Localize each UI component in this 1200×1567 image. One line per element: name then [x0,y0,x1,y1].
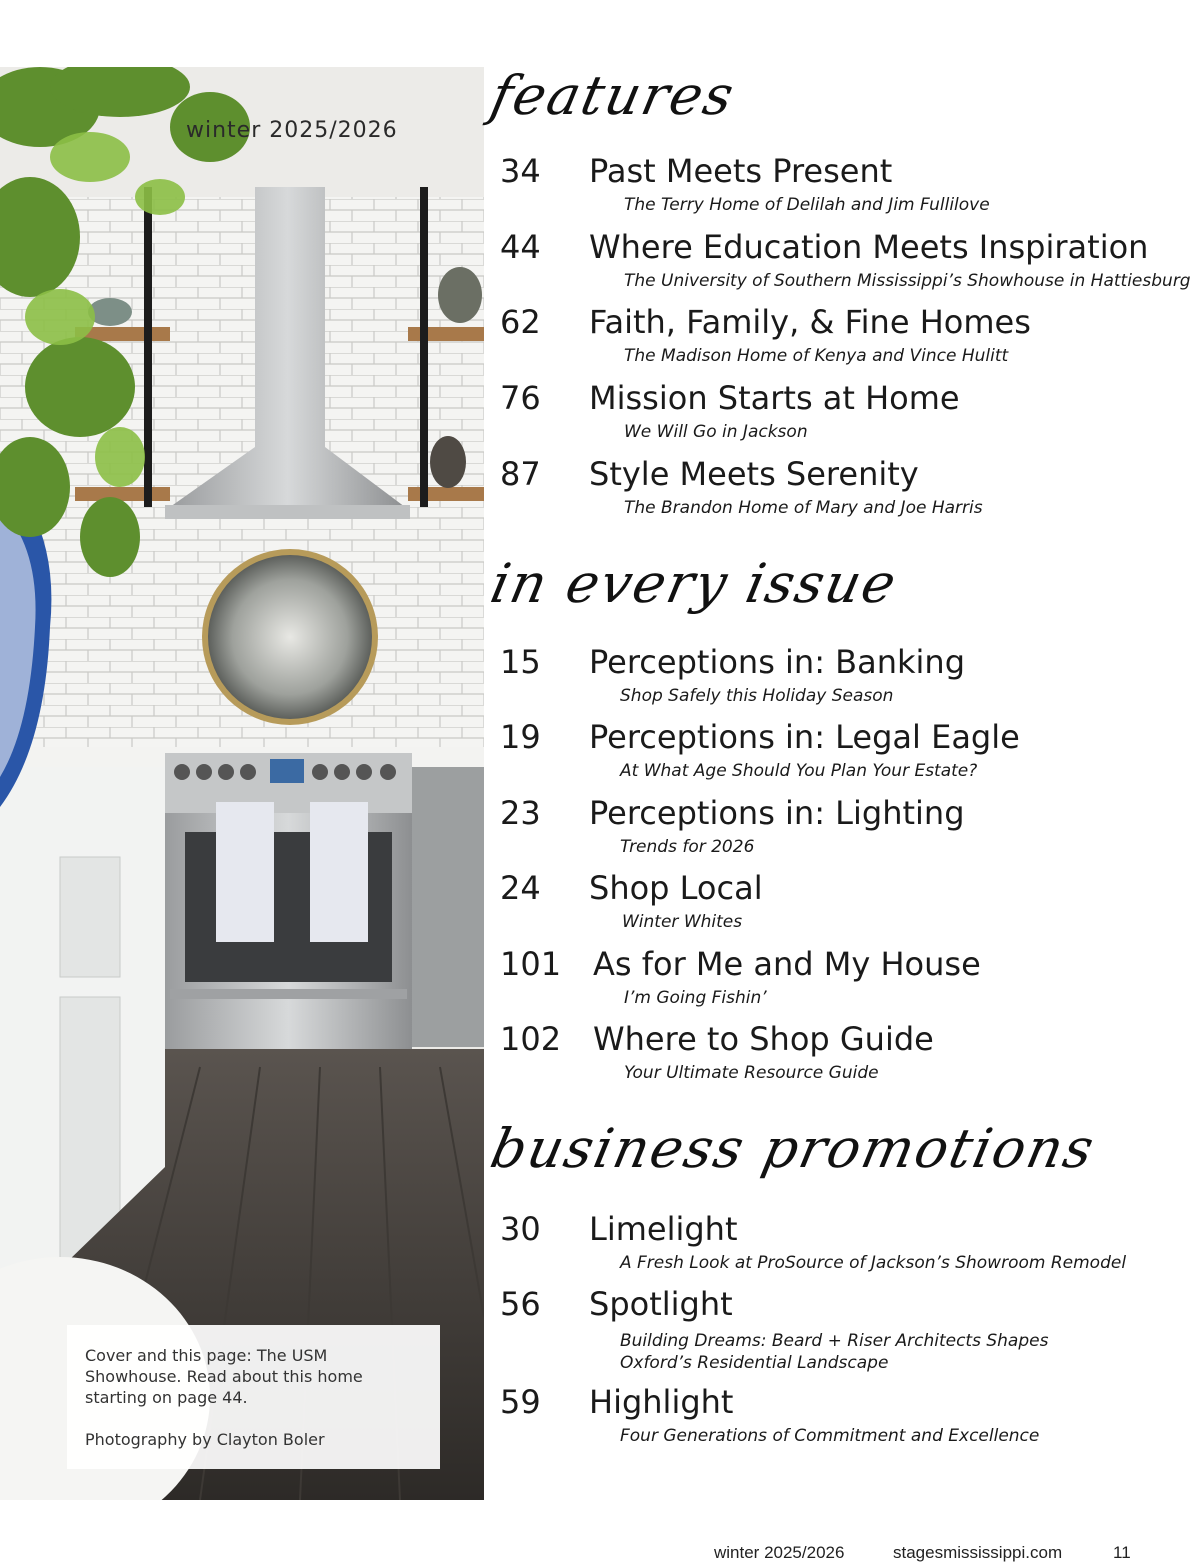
toc-subtitle: Trends for 2026 [620,837,755,857]
toc-subtitle: At What Age Should You Plan Your Estate? [620,761,978,781]
kitchen-photo [0,67,484,1500]
toc-page-number: 15 [500,643,541,681]
toc-subtitle: Winter Whites [622,912,743,932]
toc-subtitle: Shop Safely this Holiday Season [620,686,894,706]
toc-title: Where Education Meets Inspiration [589,228,1149,266]
toc-title: Spotlight [589,1285,733,1323]
toc-title: Highlight [589,1383,734,1421]
toc-title: Perceptions in: Lighting [589,794,965,832]
toc-page-number: 59 [500,1383,541,1421]
toc-title: Where to Shop Guide [593,1020,934,1058]
toc-page-number: 19 [500,718,541,756]
toc-subtitle: A Fresh Look at ProSource of Jackson’s Showroom Remodel [620,1253,1127,1273]
footer-page-number: 11 [1113,1543,1131,1562]
photo-caption: Cover and this page: The USM Showhouse. Read about this home starting on page 44. [85,1346,363,1407]
toc-page-number: 62 [500,303,541,341]
toc-title: Limelight [589,1210,738,1248]
toc-subtitle: Building Dreams: Beard + Riser Architects Shapes Oxford’s Residential Landscape [620,1331,1049,1373]
features-heading: features [485,64,741,127]
toc-title: Shop Local [589,869,763,907]
toc-page-number: 56 [500,1285,541,1323]
toc-page-number: 102 [500,1020,562,1058]
toc-subtitle: Your Ultimate Resource Guide [624,1063,879,1083]
toc-subtitle: The Madison Home of Kenya and Vince Hulitt [624,346,1009,366]
footer-issue: winter 2025/2026 [714,1543,845,1562]
toc-subtitle: I’m Going Fishin’ [624,988,767,1008]
toc-subtitle: We Will Go in Jackson [624,422,808,442]
toc-title: As for Me and My House [593,945,981,983]
toc-page-number: 34 [500,152,541,190]
photo-credit: Photography by Clayton Boler [85,1430,325,1449]
photo-caption-box [67,1325,440,1469]
footer-website-link[interactable]: stagesmississippi.com [893,1543,1063,1562]
business-promotions-heading: business promotions [485,1117,1101,1180]
toc-page-number: 44 [500,228,541,266]
toc-page-number: 101 [500,945,562,983]
toc-page-number: 23 [500,794,541,832]
toc-subtitle: Four Generations of Commitment and Excellence [620,1426,1040,1446]
toc-subtitle: The University of Southern Mississippi’s Showhouse in Hattiesburg [624,271,1191,291]
toc-page-number: 87 [500,455,541,493]
toc-title: Mission Starts at Home [589,379,960,417]
toc-title: Perceptions in: Legal Eagle [589,718,1020,756]
toc-subtitle: The Brandon Home of Mary and Joe Harris [624,498,983,518]
toc-title: Past Meets Present [589,152,893,190]
toc-title: Style Meets Serenity [589,455,919,493]
toc-title: Perceptions in: Banking [589,643,966,681]
toc-page-number: 30 [500,1210,541,1248]
toc-subtitle: The Terry Home of Delilah and Jim Fullilove [624,195,990,215]
toc-title: Faith, Family, & Fine Homes [589,303,1031,341]
toc-page-number: 24 [500,869,541,907]
toc-page-number: 76 [500,379,541,417]
kitchen-illustration [0,67,484,1500]
in-every-issue-heading: in every issue [485,552,904,615]
photo-issue-label: winter 2025/2026 [186,118,398,143]
